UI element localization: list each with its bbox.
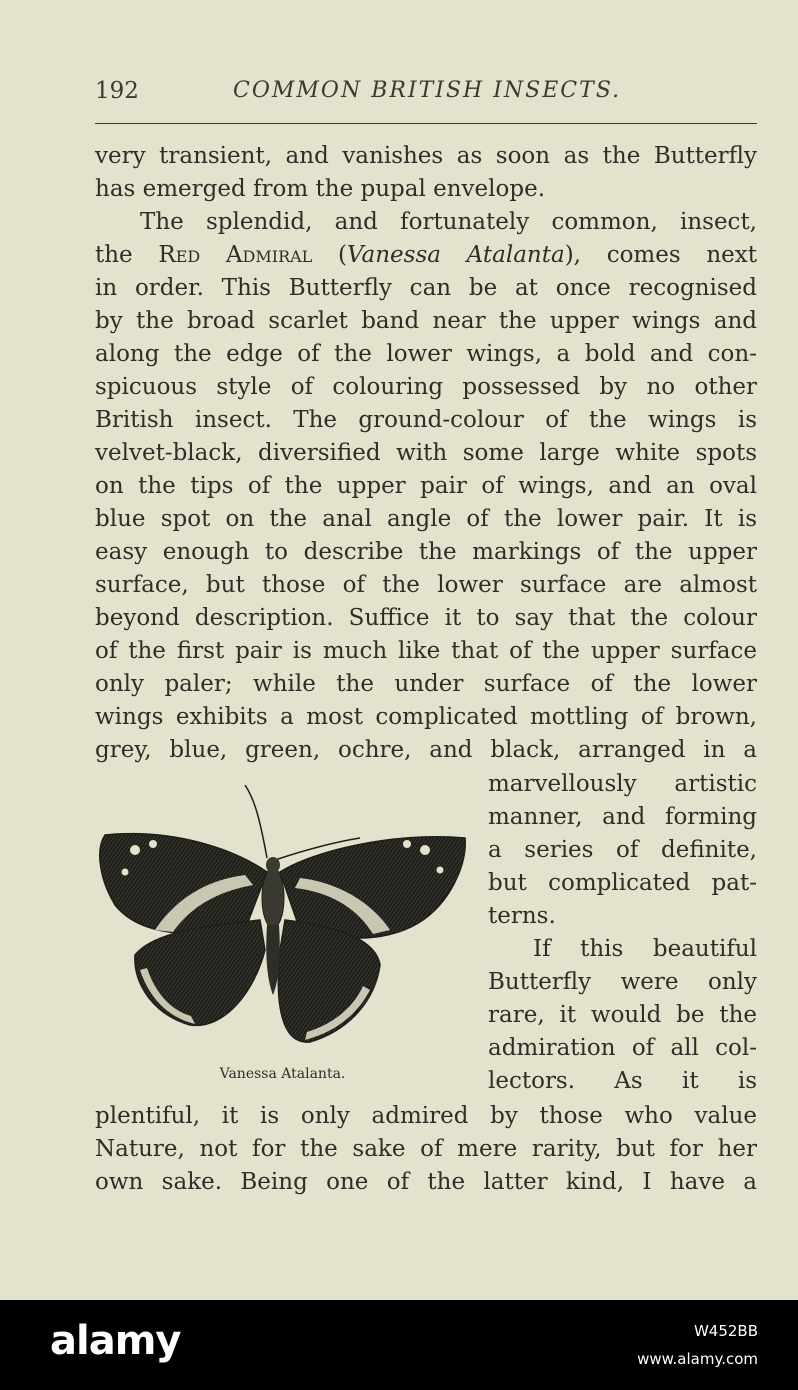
text-line: Nature, not for the sake of mere rarity, but for her: [95, 1136, 757, 1162]
butterfly-illustration: [95, 780, 470, 1060]
running-title: COMMON BRITISH INSECTS.: [233, 78, 622, 103]
text-line: If this beautiful: [533, 936, 757, 962]
text-line: plentiful, it is only admired by those who value: [95, 1103, 757, 1129]
text-line: easy enough to describe the markings of the upper: [95, 539, 757, 565]
text-line: surface, but those of the lower surface are almost: [95, 572, 757, 598]
stock-watermark-bar: [0, 1300, 798, 1390]
text-line: very transient, and vanishes as soon as the Butterfly: [95, 143, 757, 169]
running-head: [95, 78, 755, 118]
species-common-name: Red Admiral: [158, 242, 313, 268]
text-run: ), comes next: [564, 242, 757, 268]
text-line: spicuous style of colouring possessed by no other: [95, 374, 757, 400]
text-line: [95, 239, 757, 271]
text-line: British insect. The ground-colour of the wings is: [95, 407, 757, 433]
text-run: the: [95, 242, 159, 268]
text-line: manner, and forming: [488, 804, 757, 830]
figure-caption: Vanessa Atalanta.: [219, 1066, 346, 1082]
text-line: Butterfly were only: [488, 969, 757, 995]
stock-image-id: W452BB: [693, 1322, 758, 1340]
text-line: along the edge of the lower wings, a bold and con-: [95, 341, 757, 367]
text-line: of the first pair is much like that of the upper surface: [95, 638, 757, 664]
text-line: grey, blue, green, ochre, and black, arranged in a: [95, 737, 757, 763]
text-line: admiration of all col-: [488, 1035, 757, 1061]
text-line: marvellously artistic: [488, 771, 757, 797]
text-line: has emerged from the pupal envelope.: [95, 176, 546, 202]
page-number: 192: [95, 78, 139, 104]
butterfly-figure: [95, 780, 470, 1100]
text-run: (: [312, 242, 348, 268]
text-line: terns.: [488, 903, 556, 929]
text-line: in order. This Butterfly can be at once recognised: [95, 275, 757, 301]
text-line: blue spot on the anal angle of the lower pair. It is: [95, 506, 757, 532]
text-line: lectors. As it is: [488, 1068, 757, 1094]
text-line: a series of definite,: [488, 837, 757, 863]
text-line: by the broad scarlet band near the upper wings and: [95, 308, 757, 334]
species-latin-name: Vanessa Atalanta: [347, 242, 565, 268]
text-line: The splendid, and fortunately common, insect,: [140, 209, 757, 235]
text-line: velvet-black, diversified with some large white spots: [95, 440, 757, 466]
text-line: beyond description. Suffice it to say that the colour: [95, 605, 757, 631]
text-line: rare, it would be the: [488, 1002, 757, 1028]
stock-url: www.alamy.com: [637, 1350, 758, 1368]
stock-logo: alamy: [50, 1318, 181, 1364]
text-line: own sake. Being one of the latter kind, I have a: [95, 1169, 757, 1195]
text-line: on the tips of the upper pair of wings, and an oval: [95, 473, 757, 499]
header-rule: [95, 123, 757, 124]
text-line: only paler; while the under surface of the lower: [95, 671, 757, 697]
text-line: but complicated pat-: [488, 870, 757, 896]
text-line: wings exhibits a most complicated mottling of brown,: [95, 704, 757, 730]
